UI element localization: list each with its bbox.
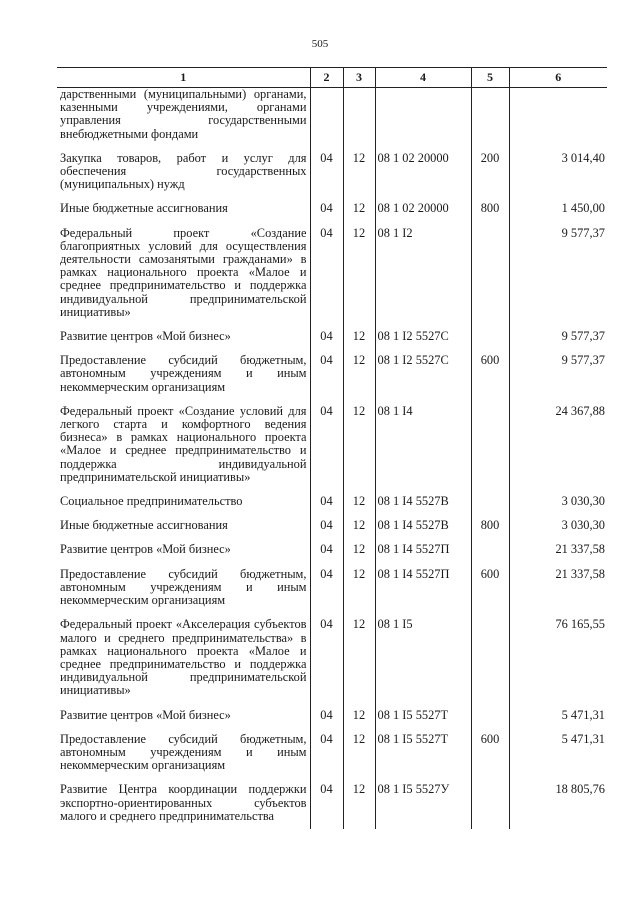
row-section: 04 <box>310 733 343 784</box>
row-section: 04 <box>310 354 343 405</box>
row-amount: 24 367,88 <box>509 405 607 495</box>
row-target-code: 08 1 02 20000 <box>375 202 471 226</box>
row-section: 04 <box>310 152 343 203</box>
row-expense-type <box>471 783 509 829</box>
table-row <box>57 354 607 405</box>
col-header-2: 2 <box>310 68 343 88</box>
table-row <box>57 733 607 784</box>
row-amount: 9 577,37 <box>509 227 607 330</box>
row-section: 04 <box>310 709 343 733</box>
table-row <box>57 330 607 354</box>
row-subsection: 12 <box>343 495 375 519</box>
row-expense-type: 600 <box>471 354 509 405</box>
row-target-code: 08 1 I4 5527П <box>375 543 471 567</box>
table-row <box>57 709 607 733</box>
table-row <box>57 202 607 226</box>
row-name: Развитие центров «Мой бизнес» <box>60 329 231 344</box>
row-subsection <box>343 88 375 152</box>
row-name: Федеральный проект «Создание благоприятных условий для осуществления деятельности самозанятыми гражданами» в рамках национального проекта «Малое и среднее предпринимательство и поддержка индивидуальной предпринимательской инициативы» <box>60 225 307 319</box>
row-target-code: 08 1 I4 5527В <box>375 495 471 519</box>
row-section: 04 <box>310 543 343 567</box>
row-name: Федеральный проект «Создание условий для легкого старта и комфортного ведения бизнеса» в рамках национального проекта «Малое и среднее предпринимательство и поддержка индивидуальной предпринимательской инициативы» <box>60 403 307 484</box>
page-number: 505 <box>311 38 329 50</box>
row-subsection: 12 <box>343 330 375 354</box>
row-expense-type <box>471 618 509 708</box>
row-amount: 5 471,31 <box>509 709 607 733</box>
col-header-4: 4 <box>375 68 471 88</box>
row-amount: 3 030,30 <box>509 495 607 519</box>
row-name: Предоставление субсидий бюджетным, автономным учреждениям и иным некоммерческим организациям <box>60 731 307 773</box>
row-subsection: 12 <box>343 568 375 619</box>
row-expense-type <box>471 709 509 733</box>
row-expense-type <box>471 405 509 495</box>
row-name: дарственными (муниципальными) органами, казенными учреждениями, органами управления государственными внебюджетными фондами <box>60 87 307 141</box>
row-target-code: 08 1 02 20000 <box>375 152 471 203</box>
col-header-5: 5 <box>471 68 509 88</box>
row-target-code: 08 1 I2 <box>375 227 471 330</box>
row-target-code: 08 1 I4 <box>375 405 471 495</box>
table-row <box>57 543 607 567</box>
table-row <box>57 519 607 543</box>
row-section: 04 <box>310 568 343 619</box>
table-row <box>57 88 607 152</box>
row-target-code: 08 1 I5 <box>375 618 471 708</box>
row-target-code: 08 1 I4 5527П <box>375 568 471 619</box>
row-name: Федеральный проект «Акселерация субъектов малого и среднего предпринимательства» в рамках национального проекта «Малое и среднее предпринимательство и поддержка индивидуальной предпринимательской инициативы» <box>60 617 307 698</box>
row-section: 04 <box>310 405 343 495</box>
row-amount <box>509 88 607 152</box>
row-subsection: 12 <box>343 733 375 784</box>
row-expense-type: 200 <box>471 152 509 203</box>
row-section: 04 <box>310 519 343 543</box>
row-amount: 3 030,30 <box>509 519 607 543</box>
row-name: Иные бюджетные ассигнования <box>60 518 228 533</box>
row-subsection: 12 <box>343 354 375 405</box>
row-section: 04 <box>310 783 343 829</box>
row-name: Социальное предпринимательство <box>60 494 243 509</box>
row-expense-type: 600 <box>471 733 509 784</box>
row-target-code: 08 1 I2 5527С <box>375 354 471 405</box>
row-amount: 21 337,58 <box>509 568 607 619</box>
row-subsection: 12 <box>343 709 375 733</box>
row-amount: 21 337,58 <box>509 543 607 567</box>
row-section: 04 <box>310 618 343 708</box>
row-expense-type <box>471 543 509 567</box>
row-subsection: 12 <box>343 227 375 330</box>
row-subsection: 12 <box>343 152 375 203</box>
row-expense-type: 800 <box>471 202 509 226</box>
row-subsection: 12 <box>343 405 375 495</box>
table-row <box>57 152 607 203</box>
row-amount: 76 165,55 <box>509 618 607 708</box>
row-subsection: 12 <box>343 618 375 708</box>
row-target-code <box>375 88 471 152</box>
row-expense-type <box>471 495 509 519</box>
row-subsection: 12 <box>343 543 375 567</box>
row-target-code: 08 1 I5 5527Т <box>375 733 471 784</box>
row-section <box>310 88 343 152</box>
row-name: Закупка товаров, работ и услуг для обеспечения государственных (муниципальных) нужд <box>60 150 307 192</box>
row-subsection: 12 <box>343 783 375 829</box>
row-name: Предоставление субсидий бюджетным, автономным учреждениям и иным некоммерческим организациям <box>60 566 307 608</box>
row-amount: 3 014,40 <box>509 152 607 203</box>
row-amount: 5 471,31 <box>509 733 607 784</box>
row-name: Иные бюджетные ассигнования <box>60 201 228 216</box>
row-amount: 9 577,37 <box>509 330 607 354</box>
row-name: Развитие центров «Мой бизнес» <box>60 542 231 557</box>
table-row <box>57 405 607 495</box>
header-row <box>57 68 607 88</box>
row-target-code: 08 1 I5 5527Т <box>375 709 471 733</box>
row-section: 04 <box>310 202 343 226</box>
budget-table <box>57 67 607 829</box>
table-row <box>57 783 607 829</box>
table-row <box>57 618 607 708</box>
row-name: Развитие Центра координации поддержки экспортно-ориентированных субъектов малого и среднего предпринимательства <box>60 782 307 823</box>
row-target-code: 08 1 I5 5527У <box>375 783 471 829</box>
table-row <box>57 227 607 330</box>
row-amount: 9 577,37 <box>509 354 607 405</box>
row-section: 04 <box>310 330 343 354</box>
row-amount: 18 805,76 <box>509 783 607 829</box>
row-expense-type <box>471 227 509 330</box>
row-target-code: 08 1 I4 5527В <box>375 519 471 543</box>
row-subsection: 12 <box>343 202 375 226</box>
table-row <box>57 495 607 519</box>
row-target-code: 08 1 I2 5527С <box>375 330 471 354</box>
row-expense-type: 800 <box>471 519 509 543</box>
col-header-3: 3 <box>343 68 375 88</box>
col-header-6: 6 <box>509 68 607 88</box>
row-amount: 1 450,00 <box>509 202 607 226</box>
row-name: Предоставление субсидий бюджетным, автономным учреждениям и иным некоммерческим организациям <box>60 353 307 394</box>
row-section: 04 <box>310 495 343 519</box>
row-section: 04 <box>310 227 343 330</box>
row-name: Развитие центров «Мой бизнес» <box>60 707 231 722</box>
row-expense-type <box>471 330 509 354</box>
table-row <box>57 568 607 619</box>
col-header-1: 1 <box>57 68 310 88</box>
row-expense-type: 600 <box>471 568 509 619</box>
row-subsection: 12 <box>343 519 375 543</box>
row-expense-type <box>471 88 509 152</box>
